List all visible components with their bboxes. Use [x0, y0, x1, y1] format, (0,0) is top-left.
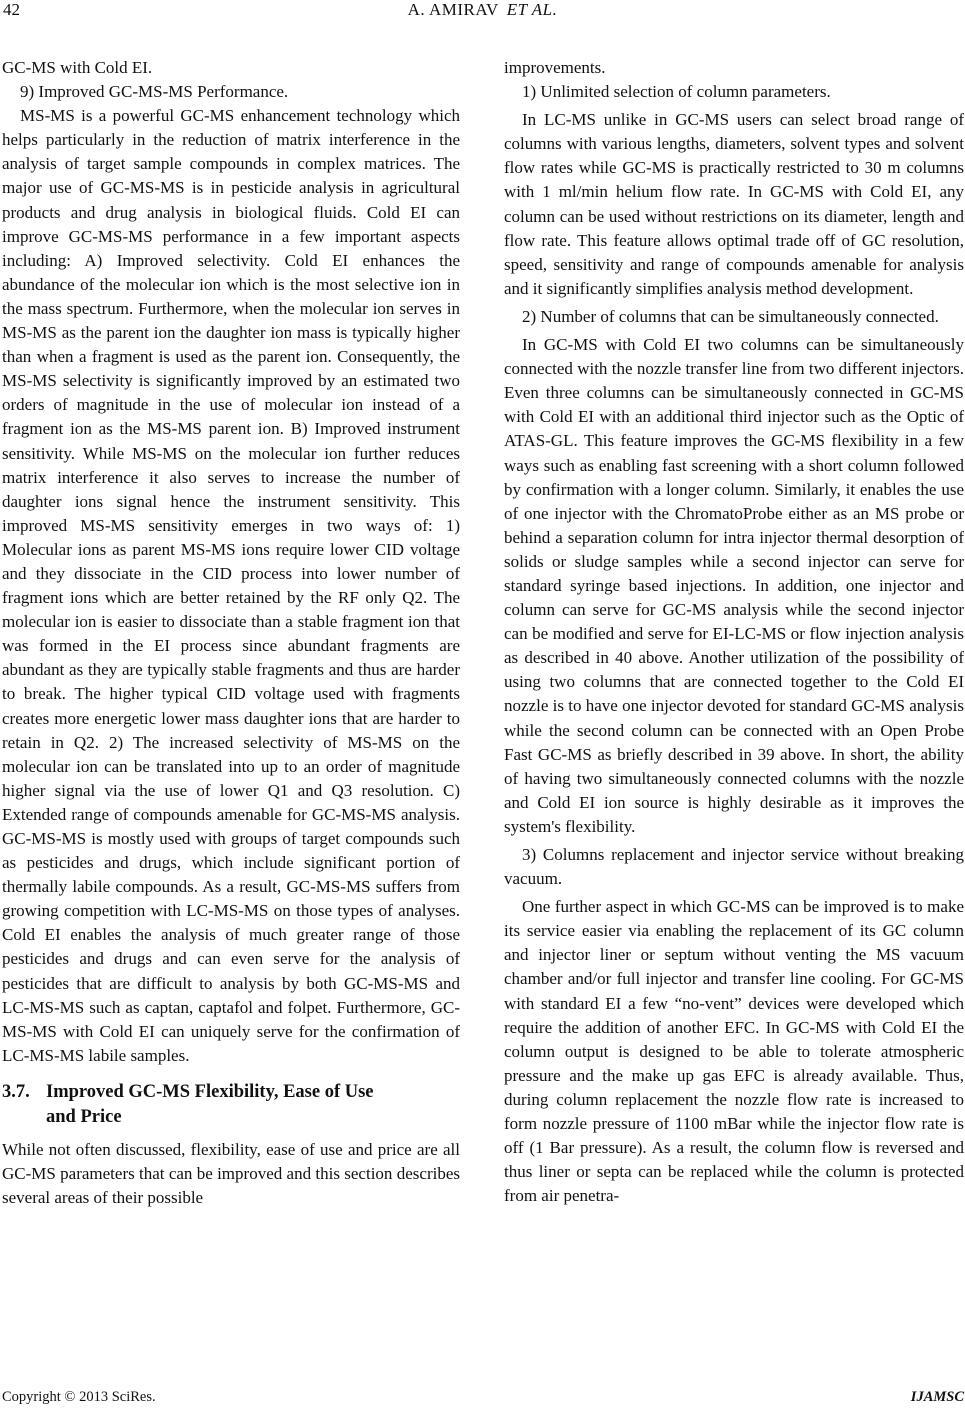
subheading-number-of-columns: 2) Number of columns that can be simultaneously connected. — [522, 306, 939, 326]
right-column — [504, 56, 964, 1208]
paragraph: In LC-MS unlike in GC-MS users can select broad range of columns with various lengths, diameters, solvent types and solvent flow rates while GC-MS is practically restricted to 30 m columns with 1 ml/min helium flow rate. In GC-MS with Cold EI, any column can be used without restrictions on its diameter, length and flow rate. This feature allows optimal trade off of GC resolution, speed, sensitivity and range of compounds amenable for analysis and it significantly simplifies analysis method development. — [504, 110, 964, 298]
subheading-column-replacement: 3) Columns replacement and injector service without breaking vacuum. — [504, 845, 964, 889]
journal-name: IJAMSC — [910, 1389, 964, 1405]
paragraph: GC-MS with Cold EI. — [2, 58, 153, 77]
section-title-line2: and Price — [46, 1106, 122, 1127]
running-head-authors: A. AMIRAV — [407, 0, 499, 19]
section-heading — [2, 1080, 460, 1130]
section-number: 3.7. — [2, 1081, 30, 1102]
paragraph: While not often discussed, flexibility, ease of use and price are all GC-MS parameters that can be improved and this section describes several areas of their possible — [2, 1139, 460, 1208]
paragraph: MS-MS is a powerful GC-MS enhancement technology which helps particularly in the reduction of matrix interference in the analysis of target sample compounds in complex matrices. The major use of GC-MS-MS is in pesticide analysis in agricultural products and drug analysis in biological fluids. Cold EI can improve GC-MS-MS performance in a few important aspects including: A) Improved selectivity. Cold EI enhances the abundance of the molecular ion which is the most selective ion in the mass spectrum. Furthermore, when the molecular ion serves in MS-MS as the parent ion the daughter ion mass is typically higher than when a fragment is used as the parent ion. Consequently, the MS-MS selectivity is significantly improved by an estimated two orders of magnitude in the use of molecular ion instead of a fragment ion as the MS-MS parent ion. B) Improved instrument sensitivity. While MS-MS on the molecular ion further reduces matrix interference it also serves to increase the number of daughter ions signal hence the instrument sensitivity. This improved MS-MS sensitivity emerges in two ways of: 1) Molecular ions as parent MS-MS ions require lower CID voltage and they dissociate in the CID process into lower number of fragment ions which are better retained by the RF only Q2. The molecular ion is easier to dissociate than a stable fragment ion that was formed in the EI process since abundant fragments are abundant as they are typically stable fragments and thus are harder to break. The higher typical CID voltage used with fragments creates more energetic lower mass daughter ions that are harder to retain in Q2. 2) The increased selectivity of MS-MS on the molecular ion can be translated into up to an order of magnitude higher signal via the use of lower Q1 and Q3 resolution. C) Extended range of compounds amenable for GC-MS-MS analysis. GC-MS-MS is mostly used with groups of target compounds such as pesticides and drugs, which include significant portion of thermally labile compounds. As a result, GC-MS-MS suffers from growing competition with LC-MS-MS on those types of analyses. Cold EI enables the analysis of much greater range of those pesticides and drugs and can even serve for the analysis of pesticides that are difficult to analysis by both GC-MS-MS and LC-MS-MS such as captan, captafol and folpet. Furthermore, GC-MS-MS with Cold EI can uniquely serve for the confirmation of LC-MS-MS labile samples. — [2, 106, 460, 1065]
running-head-et-al: ET AL. — [506, 0, 558, 19]
paragraph: One further aspect in which GC-MS can be improved is to make its service easier via enabling the replacement of its GC column and injector liner or septum without venting the MS vacuum chamber and/or full injector and transfer line cooling. For GC-MS with standard EI a few “no-vent” devices were developed which require the addition of another EFC. In GC-MS with Cold EI the column output is designed to be able to tolerate atmospheric pressure and the make up gas EFC is already available. Thus, during column replacement the nozzle flow rate is increased to form nozzle pressure of 1100 mBar while the injector flow rate is off (1 Bar pressure). As a result, the column flow is reversed and thus liner or septa can be replaced while the column is protected from air penetra- — [504, 897, 964, 1206]
left-column — [2, 56, 460, 1210]
page-number: 42 — [3, 0, 20, 19]
page-header — [0, 0, 965, 30]
subheading-column-parameters: 1) Unlimited selection of column parameters. — [522, 82, 831, 102]
subheading-gc-ms-ms: 9) Improved GC-MS-MS Performance. — [20, 82, 289, 102]
paragraph: improvements. — [504, 58, 606, 77]
copyright-notice: Copyright © 2013 SciRes. — [2, 1389, 156, 1405]
running-head — [0, 0, 965, 20]
section-title-line1: Improved GC-MS Flexibility, Ease of Use — [46, 1081, 374, 1102]
paragraph: In GC-MS with Cold EI two columns can be simultaneously connected with the nozzle transfer line from two different injectors. Even three columns can be simultaneously connected in GC-MS with Cold EI with an additional third injector such as the Optic of ATAS-GL. This feature improves the GC-MS flexibility in a few ways such as enabling fast screening with a short column followed by confirmation with a longer column. Similarly, it enables the use of one injector with the ChromatoProbe either as an MS probe or behind a separation column for intra injector thermal desorption of solids or sludge samples while a second injector can serve for standard syringe based injections. In addition, one injector and column can serve for GC-MS analysis while the second injector can be modified and serve for EI-LC-MS or flow injection analysis as described in 40 above. Another utilization of the possibility of using two columns that are connected together to the Cold EI nozzle is to have one injector devoted for standard GC-MS analysis while the second column can be connected with an Open Probe Fast GC-MS as briefly described in 39 above. In short, the ability of having two simultaneously connected columns with the nozzle and Cold EI ion source is highly desirable as it improves the system's flexibility. — [504, 335, 964, 836]
